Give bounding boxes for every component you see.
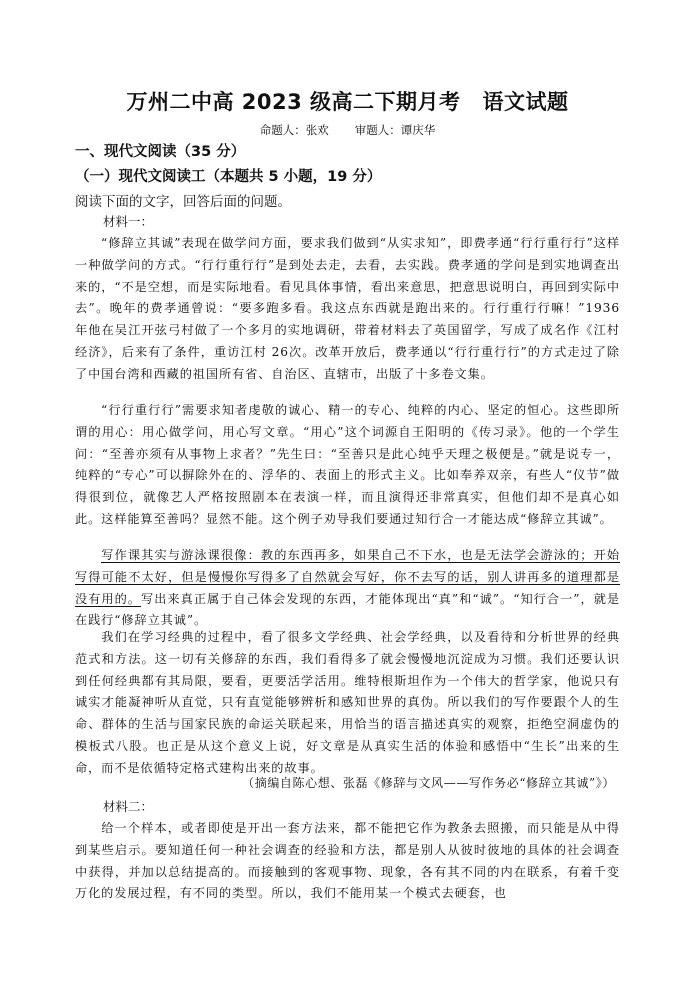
paragraph-text: 给一个样本，或者即使是开出一套方法来，都不能把它作为教条去照搬，而只能是从中得到某些启示。要知道任何一种社会调查的经验和方法，都是别人从彼时彼地的具体的社会调查中获得，并加以总结提高的。而接触到的客观事物、现象，各有其不同的内在联系，有着千变万化的发展过程，有不同的类型。所以，我们不能用某一个模式去硬套，也 xyxy=(75,821,620,901)
material-one-label: 材料一： xyxy=(103,214,154,229)
reviewer: 审题人：谭庆华 xyxy=(354,123,436,137)
material-two-label: 材料二： xyxy=(103,799,154,814)
section-subheading: （一）现代文阅读工（本题共 5 小题，19 分） xyxy=(75,169,382,185)
title-subject: 语文试题 xyxy=(482,90,569,114)
paragraph-text: “修辞立其诚”表现在做学问方面，要求我们做到“从实求知”，即费孝通“行行重行行”这样一种做学问的方式。“行行重行行”是到处去走，去看，去实践。费孝通的学问是到实地调查出来的，“不是空想，而是实际地看。看见具体事情，看出来意思，把意思说明白，再回到实际中去”。晚年的费孝通曾说：“要多跑多看。我这点东西就是跑出来的。行行重行行嘛！”1936 年他在吴江开弦弓村做了一个多月的实地调研，带着材料去了英国留学，写成了成名作《江村经济》，后来有了条件，重访江村 26次。改革开放后，费孝通以“行行重行行”的方式走过了除了中国台湾和西藏的祖国所有省、自治区、直辖市，出版了十多卷文集。 xyxy=(75,236,620,381)
author-line xyxy=(0,122,695,138)
section-heading: 一、现代文阅读（35 分） xyxy=(75,144,246,160)
underlined-sentence: 写作课其实与游泳课很像：教的东西再多，如果自己不下水，也是无法学会游泳的；开始写得可能不太好，但是慢慢你写得多了自然就会写好，你不去写的话，别人讲再多的道理都是没有用的。 xyxy=(75,548,620,606)
material-two-paragraph-1 xyxy=(75,818,620,905)
author: 命题人：张欢 xyxy=(259,123,329,137)
material-one-paragraph-2 xyxy=(75,400,620,531)
reading-instruction: 阅读下面的文字，回答后面的问题。 xyxy=(75,194,291,210)
material-one-paragraph-4 xyxy=(75,627,620,780)
paragraph-text: 写出来真正属于自己体会发现的东西，才能体现出“真”和“诚”。“知行合一”，就是在践行“修辞立其诚”。 xyxy=(75,591,621,628)
source-citation: （摘编自陈心想、张磊《修辞与文风——写作务必“修辞立其诚”》） xyxy=(242,776,615,790)
paragraph-text: “行行重行行”需要求知者虔敬的诚心、精一的专心、纯粹的内心、坚定的恒心。这些即所谓的用心：用心做学问，用心写文章。“用心”这个词源自王阳明的《传习录》。他的一个学生问：“至善亦须有从事物上求者？”先生曰：“至善只是此心纯乎天理之极便是。”就是说专一，纯粹的“专心”可以摒除外在的、浮华的、表面上的形式主义。比如奉养双亲，有些人“仪节”做得很到位，就像艺人严格按照剧本在表演一样，而且演得还非常真实，但他们却不是真心如此。这样能算至善吗？显然不能。这个例子劝导我们要通过知行合一才能达成“修辞立其诚”。 xyxy=(75,403,620,526)
material-one-paragraph-3 xyxy=(75,545,620,632)
page-title xyxy=(0,86,695,116)
material-one-paragraph-1 xyxy=(75,233,620,386)
paragraph-text: 我们在学习经典的过程中，看了很多文学经典、社会学经典，以及看待和分析世界的经典范式和方法。这一切有关修辞的东西，我们看得多了就会慢慢地沉淀成为习惯。我们还要认识到任何经典都有其局限，要看，更要活学活用。维特根斯坦作为一个伟大的哲学家，他说只有诚实才能凝神听从直觉，只有直觉能够辨析和感知世界的真伪。所以我们的写作要跟个人的生命、群体的生活与国家民族的命运关联起来，用恰当的语言描述真实的观察，拒绝空洞虚伪的模板式八股。也正是从这个意义上说，好文章是从真实生活的体验和感悟中“生长”出来的生命，而不是依循特定格式建构出来的故事。 xyxy=(75,630,620,775)
title-main: 万州二中高 2023 级高二下期月考 xyxy=(126,90,461,114)
